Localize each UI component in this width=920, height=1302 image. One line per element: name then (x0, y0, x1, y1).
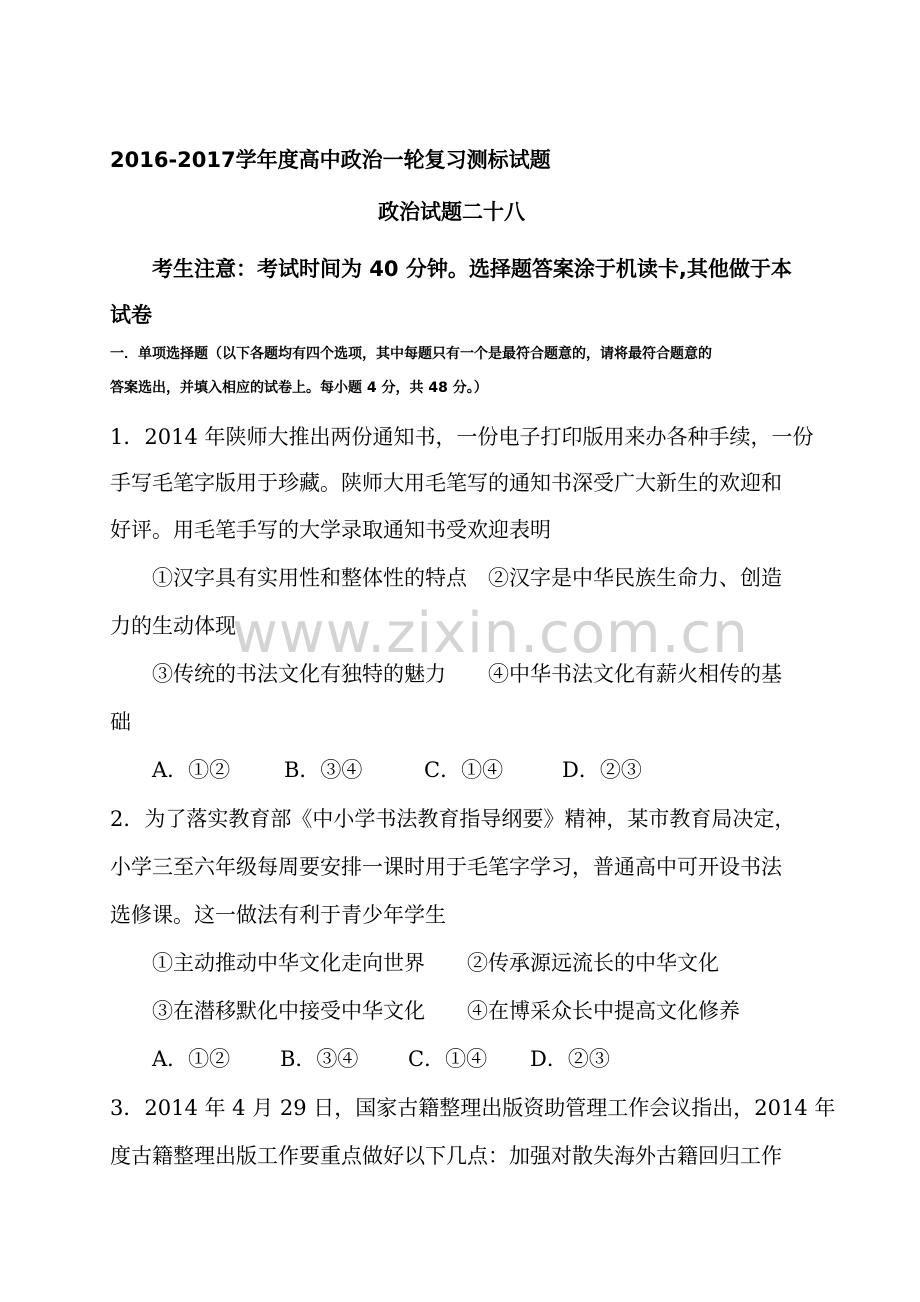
question-2-line-2: 小学三至六年级每周要安排一课时用于毛笔字学习，普通高中可开设书法 (110, 855, 782, 879)
document-subtitle: 政治试题二十八 (378, 200, 525, 224)
question-2-statement-line-2: ③在潜移默化中接受中华文化 ④在博采众长中提高文化修养 (152, 999, 740, 1023)
section-heading-line-2: 答案选出，并填入相应的试卷上。每小题 4 分，共 48 分。） (110, 380, 488, 396)
question-2-choice-a[interactable]: A．①② (152, 1047, 231, 1071)
question-2-choice-d[interactable]: D．②③ (530, 1047, 610, 1071)
question-2-choice-c[interactable]: C．①④ (408, 1047, 488, 1071)
question-3-line-2: 度古籍整理出版工作要重点做好以下几点：加强对散失海外古籍回归工作 (110, 1144, 782, 1168)
question-1-choice-c[interactable]: C．①④ (424, 758, 504, 782)
question-1-choices (152, 760, 642, 781)
question-1-line-3: 好评。用毛笔手写的大学录取通知书受欢迎表明 (110, 518, 551, 542)
question-1-statement-line-2: 力的生动体现 (110, 614, 236, 638)
question-1-line-1: 1．2014 年陕师大推出两份通知书，一份电子打印版用来办各种手续，一份 (110, 425, 814, 449)
question-2-choices (152, 1049, 610, 1070)
question-1-statement-line-1: ①汉字具有实用性和整体性的特点 ②汉字是中华民族生命力、创造 (152, 566, 782, 590)
question-1-choice-a[interactable]: A．①② (152, 758, 231, 782)
question-2-line-1: 2．为了落实教育部《中小学书法教育指导纲要》精神，某市教育局决定， (110, 807, 796, 831)
section-heading-line-1: 一．单项选择题（以下各题均有四个选项，其中每题只有一个是最符合题意的，请将最符合题意的 (110, 346, 712, 362)
question-1-statement-line-4: 础 (110, 710, 131, 734)
document-title: 2016-2017学年度高中政治一轮复习测标试题 (110, 148, 551, 172)
question-1-choice-d[interactable]: D．②③ (562, 758, 642, 782)
exam-notice-line-1: 考生注意：考试时间为 40 分钟。选择题答案涂于机读卡,其他做于本 (152, 257, 792, 281)
exam-notice-line-2: 试卷 (110, 303, 152, 327)
question-1-line-2: 手写毛笔字版用于珍藏。陕师大用毛笔写的通知书深受广大新生的欢迎和 (110, 471, 782, 495)
question-2-choice-b[interactable]: B．③④ (280, 1047, 359, 1071)
question-1-statement-line-3: ③传统的书法文化有独特的魅力 ④中华书法文化有薪火相传的基 (152, 662, 782, 686)
question-2-statement-line-1: ①主动推动中华文化走向世界 ②传承源远流长的中华文化 (152, 951, 719, 975)
question-2-line-3: 选修课。这一做法有利于青少年学生 (110, 903, 446, 927)
watermark: www.zixin.com.cn (232, 601, 749, 666)
question-3-line-1: 3．2014 年 4 月 29 日，国家古籍整理出版资助管理工作会议指出，2014 年 (110, 1096, 836, 1120)
question-1-choice-b[interactable]: B．③④ (284, 758, 363, 782)
